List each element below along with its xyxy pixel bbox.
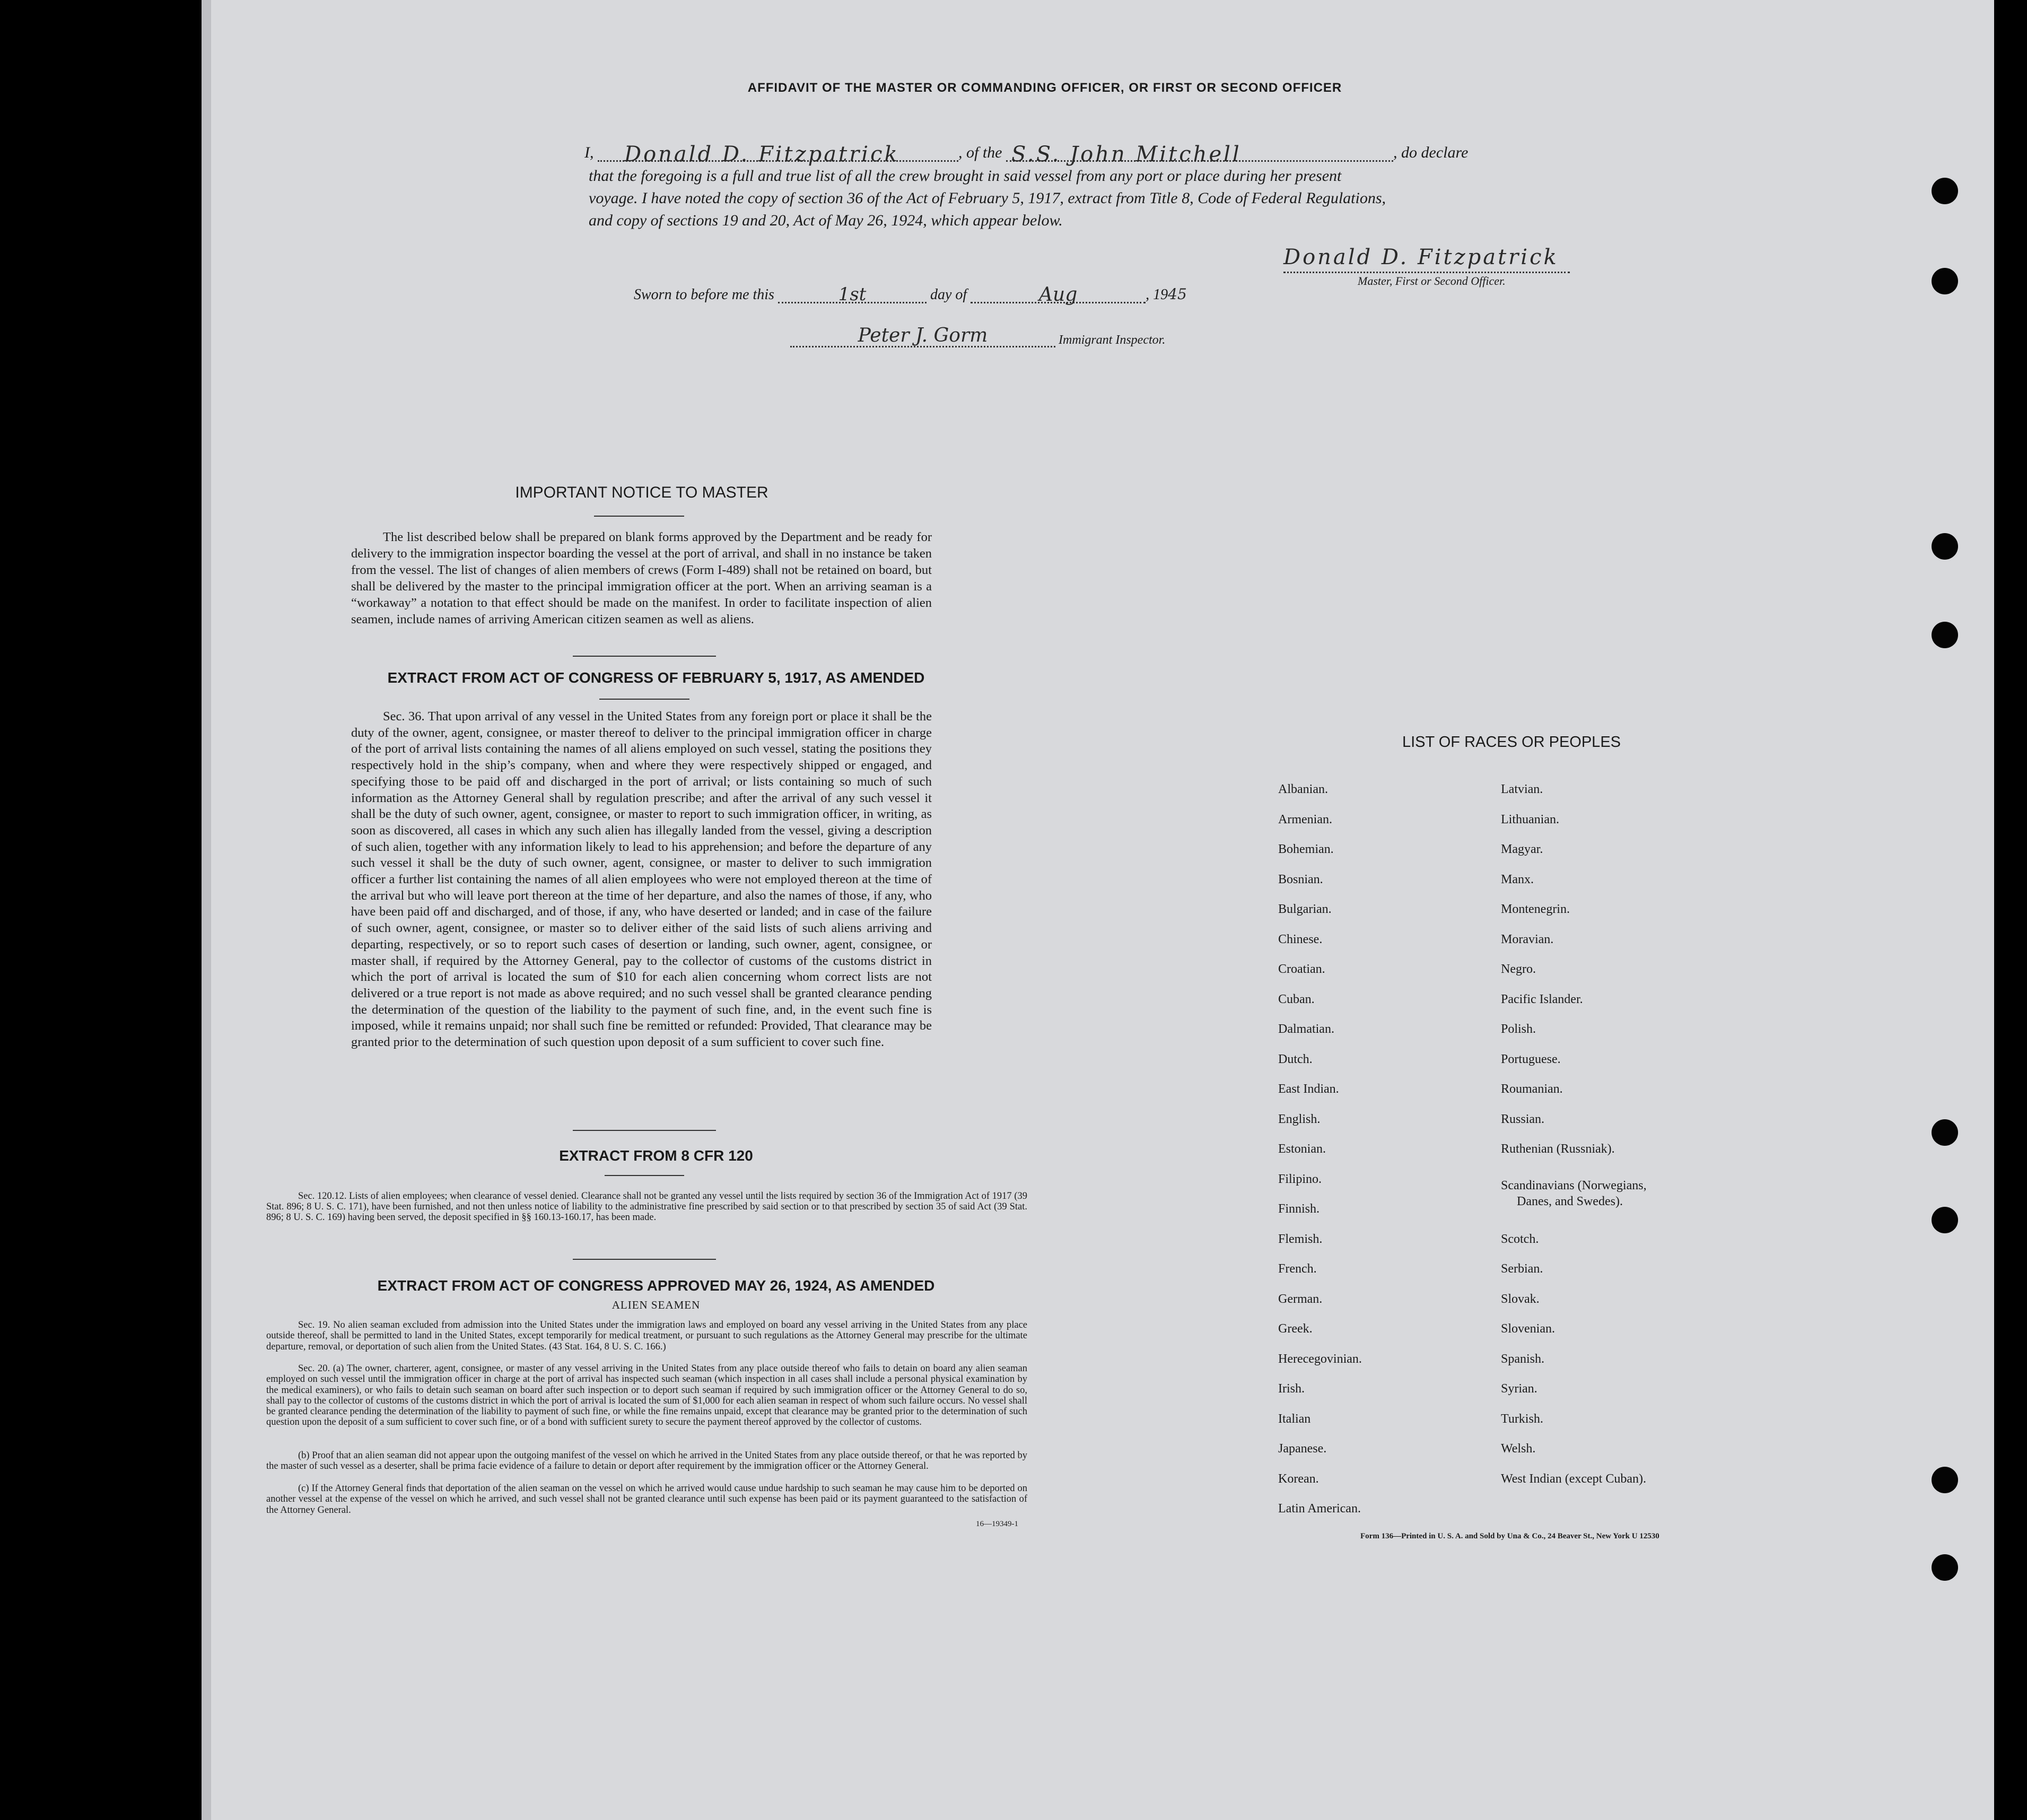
race-item: Croatian.	[1278, 962, 1325, 976]
month-field	[971, 284, 1146, 306]
race-item: Armenian.	[1278, 812, 1332, 826]
notice-body: The list described below shall be prepared on blank forms approved by the Department and be ready for delivery to the immigration inspector boarding the vessel at the port of arrival, and shall in no instance be taken from the vessel. The list of changes of alien members of crews (Form I-489) shall not be retained on board, but shall be delivered by the master to the principal immigration officer at the port. When an arriving seaman is a “workaway” a notation to that effect should be made on the manifest. In order to facilitate inspection of alien seamen, include names of arriving American citizen seamen as well as aliens.	[351, 530, 932, 626]
race-item: Albanian.	[1278, 782, 1328, 796]
extract-cfr-title: EXTRACT FROM 8 CFR 120	[559, 1147, 753, 1164]
race-item: Manx.	[1501, 872, 1534, 886]
extract-1924-sec19: Sec. 19. No alien seaman excluded from admission into the United States under the immigration laws and employed on board any vessel arriving in the United States from any place outside thereof, shall be permitted to land in the United States, except temporarily for medical treatment, or pursuant to such regulations as the Attorney General may prescribe for the ultimate departure, removal, or deportation of such alien from the United States. (43 Stat. 164, 8 U. S. C. 166.)	[266, 1320, 1027, 1352]
punch-hole	[1932, 533, 1958, 560]
race-item: Latin American.	[1278, 1502, 1361, 1516]
race-item: Herecegovinian.	[1278, 1352, 1362, 1366]
inspector-caption: Immigrant Inspector.	[1059, 333, 1166, 347]
race-item: Irish.	[1278, 1382, 1305, 1396]
punch-hole	[1932, 178, 1958, 204]
race-item: Slovak.	[1501, 1292, 1540, 1306]
notice-rule	[594, 516, 684, 517]
races-column-2	[1501, 782, 1647, 1502]
race-item-line: Danes, and Swedes).	[1517, 1194, 1623, 1208]
affidavit-title: AFFIDAVIT OF THE MASTER OR COMMANDING OFFICER, OR FIRST OR SECOND OFFICER	[747, 81, 1342, 95]
punch-hole	[1932, 622, 1958, 648]
extract-1924-sec20a: Sec. 20. (a) The owner, charterer, agent, consignee, or master of any vessel arriving in the United States from any place outside thereof who fails to detain on board any alien seaman employed on such vessel until the immigration officer in charge at the port of arrival has inspected such seaman (which inspection in all cases shall include a personal physical examination by the medical examiners), or who fails to detain such seaman on board after such inspection or to deport such seaman if required by such immigration officer or the Attorney General to do so, shall pay to the collector of customs of the customs district in which the port of arrival is located the sum of $1,000 for each alien seaman in respect of whom such failure occurs. No vessel shall be granted clearance pending the determination of the liability to payment of such fine, or while the fine remains unpaid, except that clearance may be granted prior to the determination of such question upon the deposit of a sum sufficient to cover such fine, or of a bond with sufficient surety to secure the payment thereof approved by the collector of customs.	[266, 1363, 1027, 1428]
extract-cfr-rule	[605, 1175, 684, 1176]
master-signature-handwritten: Donald D. Fitzpatrick	[1283, 245, 1559, 269]
race-item: French.	[1278, 1262, 1317, 1276]
race-item-scandinavians	[1501, 1172, 1647, 1232]
race-item: Dalmatian.	[1278, 1022, 1334, 1036]
race-item: Slovenian.	[1501, 1322, 1555, 1336]
race-item: Roumanian.	[1501, 1082, 1563, 1096]
sworn-line	[634, 284, 1187, 306]
race-item: Russian.	[1501, 1112, 1545, 1126]
form-footer: Form 136—Printed in U. S. A. and Sold by Una & Co., 24 Beaver St., New York U 12530	[1360, 1532, 1659, 1540]
race-item: Estonian.	[1278, 1142, 1326, 1156]
race-item: Chinese.	[1278, 932, 1323, 946]
punch-hole	[1932, 1207, 1958, 1233]
master-name-handwritten: Donald D. Fitzpatrick	[624, 142, 899, 167]
notice-title: IMPORTANT NOTICE TO MASTER	[515, 484, 768, 501]
race-item: West Indian (except Cuban).	[1501, 1471, 1646, 1486]
race-item: Latvian.	[1501, 782, 1543, 796]
affidavit-line4: and copy of sections 19 and 20, Act of May 26, 1924, which appear below.	[589, 212, 1063, 229]
race-item: Scotch.	[1501, 1232, 1539, 1246]
punch-hole	[1932, 268, 1958, 294]
extract-1917-body: Sec. 36. That upon arrival of any vessel in the United States from any foreign port or place it shall be the duty of the owner, agent, consignee, or master thereof to deliver to the principal immigration officer in charge of the port of arrival lists containing the names of all aliens employed on such vessel, stating the positions they respectively hold in the ship’s company, when and where they were respectively shipped or engaged, and specifying those to be paid off and discharged in the port of arrival; or lists containing so much of such information as the Attorney General shall by regulation prescribe; and after the arrival of any such vessel it shall be the duty of such owner, agent, consignee, or master to report to such immigration officer, in writing, as soon as discovered, all cases in which any such alien has illegally landed from the vessel, giving a description of such alien, together with any information likely to lead to his apprehension; and before the departure of any such vessel it shall be the duty of such owner, agent, consignee, or master to deliver to such immigration officer a further list containing the names of all alien employees who were not employed thereon at the time of the arrival but who will leave port thereon at the time of her departure, and also the names of those, if any, who have been paid off and discharged, and of those, if any, who have deserted or landed; and in case of the failure of such owner, agent, consignee, or master so to deliver either of the said lists of such aliens arriving and departing, respectively, or so to report such cases of desertion or landing, such owner, agent, consignee, or master shall, if required by the Attorney General, pay to the collector of customs of the customs district in which the port of arrival is located the sum of $10 for each alien concerning whom correct lists are not delivered or a true report is not made as above required; and no such vessel shall be granted clearance pending the determination of the question of the liability to the payment of such fine, and, in the event such fine is imposed, while it remains unpaid; nor shall such fine be remitted or refunded: Provided, That clearance may be granted prior to the determination of such question upon deposit of a sum sufficient to cover such fine.	[351, 709, 932, 1050]
race-item-line: Scandinavians (Norwegians,	[1501, 1178, 1647, 1192]
signature-caption: Master, First or Second Officer.	[1358, 274, 1506, 288]
master-name-field	[598, 142, 958, 167]
year-prefix: , 19	[1146, 286, 1168, 303]
extract-1924-sec20c: (c) If the Attorney General finds that deportation of the alien seaman on the vessel on which he arrived would cause undue hardship to such seaman he may cause him to be deported on another vessel at the expense of the vessel on which he arrived, and such vessel shall not be granted clearance until such expense has been paid or its payment guaranteed to the satisfaction of the Attorney General.	[266, 1483, 1027, 1516]
day-of-text: day of	[930, 286, 967, 303]
extract-1924-title: EXTRACT FROM ACT OF CONGRESS APPROVED MAY 26, 1924, AS AMENDED	[377, 1277, 935, 1294]
race-item: Lithuanian.	[1501, 812, 1559, 826]
race-item: English.	[1278, 1112, 1321, 1126]
extract-cfr-body: Sec. 120.12. Lists of alien employees; when clearance of vessel denied. Clearance shall not be granted any vessel until the lists required by section 36 of the Immigration Act of 1917 (39 Stat. 896; 8 U. S. C. 171), have been furnished, and not then unless notice of liability to the administrative fine prescribed by said section or to that prescribed by section 35 of said Act (39 Stat. 896; 8 U. S. C. 169) having been served, the deposit specified in §§ 160.13-160.17, has been made.	[266, 1191, 1027, 1223]
race-item: Flemish.	[1278, 1232, 1323, 1246]
race-item: Finnish.	[1278, 1202, 1320, 1216]
vessel-name-field	[1006, 142, 1393, 167]
race-item: Italian	[1278, 1412, 1311, 1426]
race-item: Syrian.	[1501, 1382, 1537, 1396]
signature-line	[1283, 245, 1570, 273]
race-item: Cuban.	[1278, 992, 1315, 1006]
month-handwritten: Aug	[1039, 284, 1078, 306]
punch-hole	[1932, 1554, 1958, 1581]
race-item: Filipino.	[1278, 1172, 1322, 1186]
extract-1917-rule	[599, 699, 689, 700]
day-field	[778, 284, 927, 303]
sworn-text: Sworn to before me this	[634, 286, 774, 303]
race-item: Montenegrin.	[1501, 902, 1570, 916]
race-item: Bosnian.	[1278, 872, 1323, 886]
extract-cfr-divider	[573, 1259, 716, 1260]
inspector-line	[790, 325, 1165, 347]
year-handwritten: 45	[1168, 285, 1187, 303]
race-item: Magyar.	[1501, 842, 1543, 856]
inspector-signature-field	[790, 325, 1055, 347]
punch-hole	[1932, 1467, 1958, 1493]
race-item: German.	[1278, 1292, 1323, 1306]
affidavit-do-declare: , do declare	[1393, 144, 1469, 161]
race-item: East Indian.	[1278, 1082, 1339, 1096]
day-handwritten: 1st	[838, 284, 867, 305]
affidavit-of-the: , of the	[958, 144, 1002, 161]
race-item: Spanish.	[1501, 1352, 1545, 1366]
scan-edge	[202, 0, 211, 1820]
race-item: Pacific Islander.	[1501, 992, 1583, 1006]
extract-1924-sec20b: (b) Proof that an alien seaman did not appear upon the outgoing manifest of the vessel on which he arrived in the United States from any place outside thereof, or that he was reported by the master of such vessel as a deserter, shall be prima facie evidence of a failure to detain or deport after requirement by the immigration officer or the Attorney General.	[266, 1450, 1027, 1472]
races-title: LIST OF RACES OR PEOPLES	[1402, 734, 1621, 751]
race-item: Negro.	[1501, 962, 1536, 976]
race-item: Polish.	[1501, 1022, 1536, 1036]
race-item: Ruthenian (Russniak).	[1501, 1142, 1615, 1156]
affidavit-line2: that the foregoing is a full and true list of all the crew brought in said vessel from any port or place during her present	[589, 167, 1342, 185]
extract-1924-code: 16—19349-1	[976, 1520, 1018, 1528]
race-item: Dutch.	[1278, 1052, 1313, 1066]
signature-block	[1283, 245, 1602, 288]
punch-hole	[1932, 1119, 1958, 1146]
race-item: Moravian.	[1501, 932, 1554, 946]
extract-1917-divider	[573, 1130, 716, 1131]
race-item: Bohemian.	[1278, 842, 1334, 856]
race-item: Greek.	[1278, 1322, 1313, 1336]
vessel-name-handwritten: S.S. John Mitchell	[1011, 142, 1242, 167]
races-column-1	[1278, 782, 1362, 1532]
extract-1917-title: EXTRACT FROM ACT OF CONGRESS OF FEBRUARY 5, 1917, AS AMENDED	[387, 669, 925, 686]
race-item: Serbian.	[1501, 1262, 1543, 1276]
document-page	[202, 0, 1994, 1820]
race-item: Korean.	[1278, 1471, 1319, 1486]
affidavit-line1	[584, 142, 1783, 167]
extract-1924-subtitle: ALIEN SEAMEN	[611, 1299, 701, 1311]
race-item: Bulgarian.	[1278, 902, 1332, 916]
affidavit-i: I,	[584, 144, 594, 161]
affidavit-line3: voyage. I have noted the copy of section 36 of the Act of February 5, 1917, extract from Title 8, Code of Federal Regulations,	[589, 189, 1386, 207]
race-item: Turkish.	[1501, 1412, 1543, 1426]
notice-divider	[573, 656, 716, 657]
race-item: Welsh.	[1501, 1442, 1536, 1456]
race-item: Japanese.	[1278, 1442, 1327, 1456]
inspector-signature-handwritten: Peter J. Gorm	[858, 325, 988, 346]
race-item: Portuguese.	[1501, 1052, 1561, 1066]
